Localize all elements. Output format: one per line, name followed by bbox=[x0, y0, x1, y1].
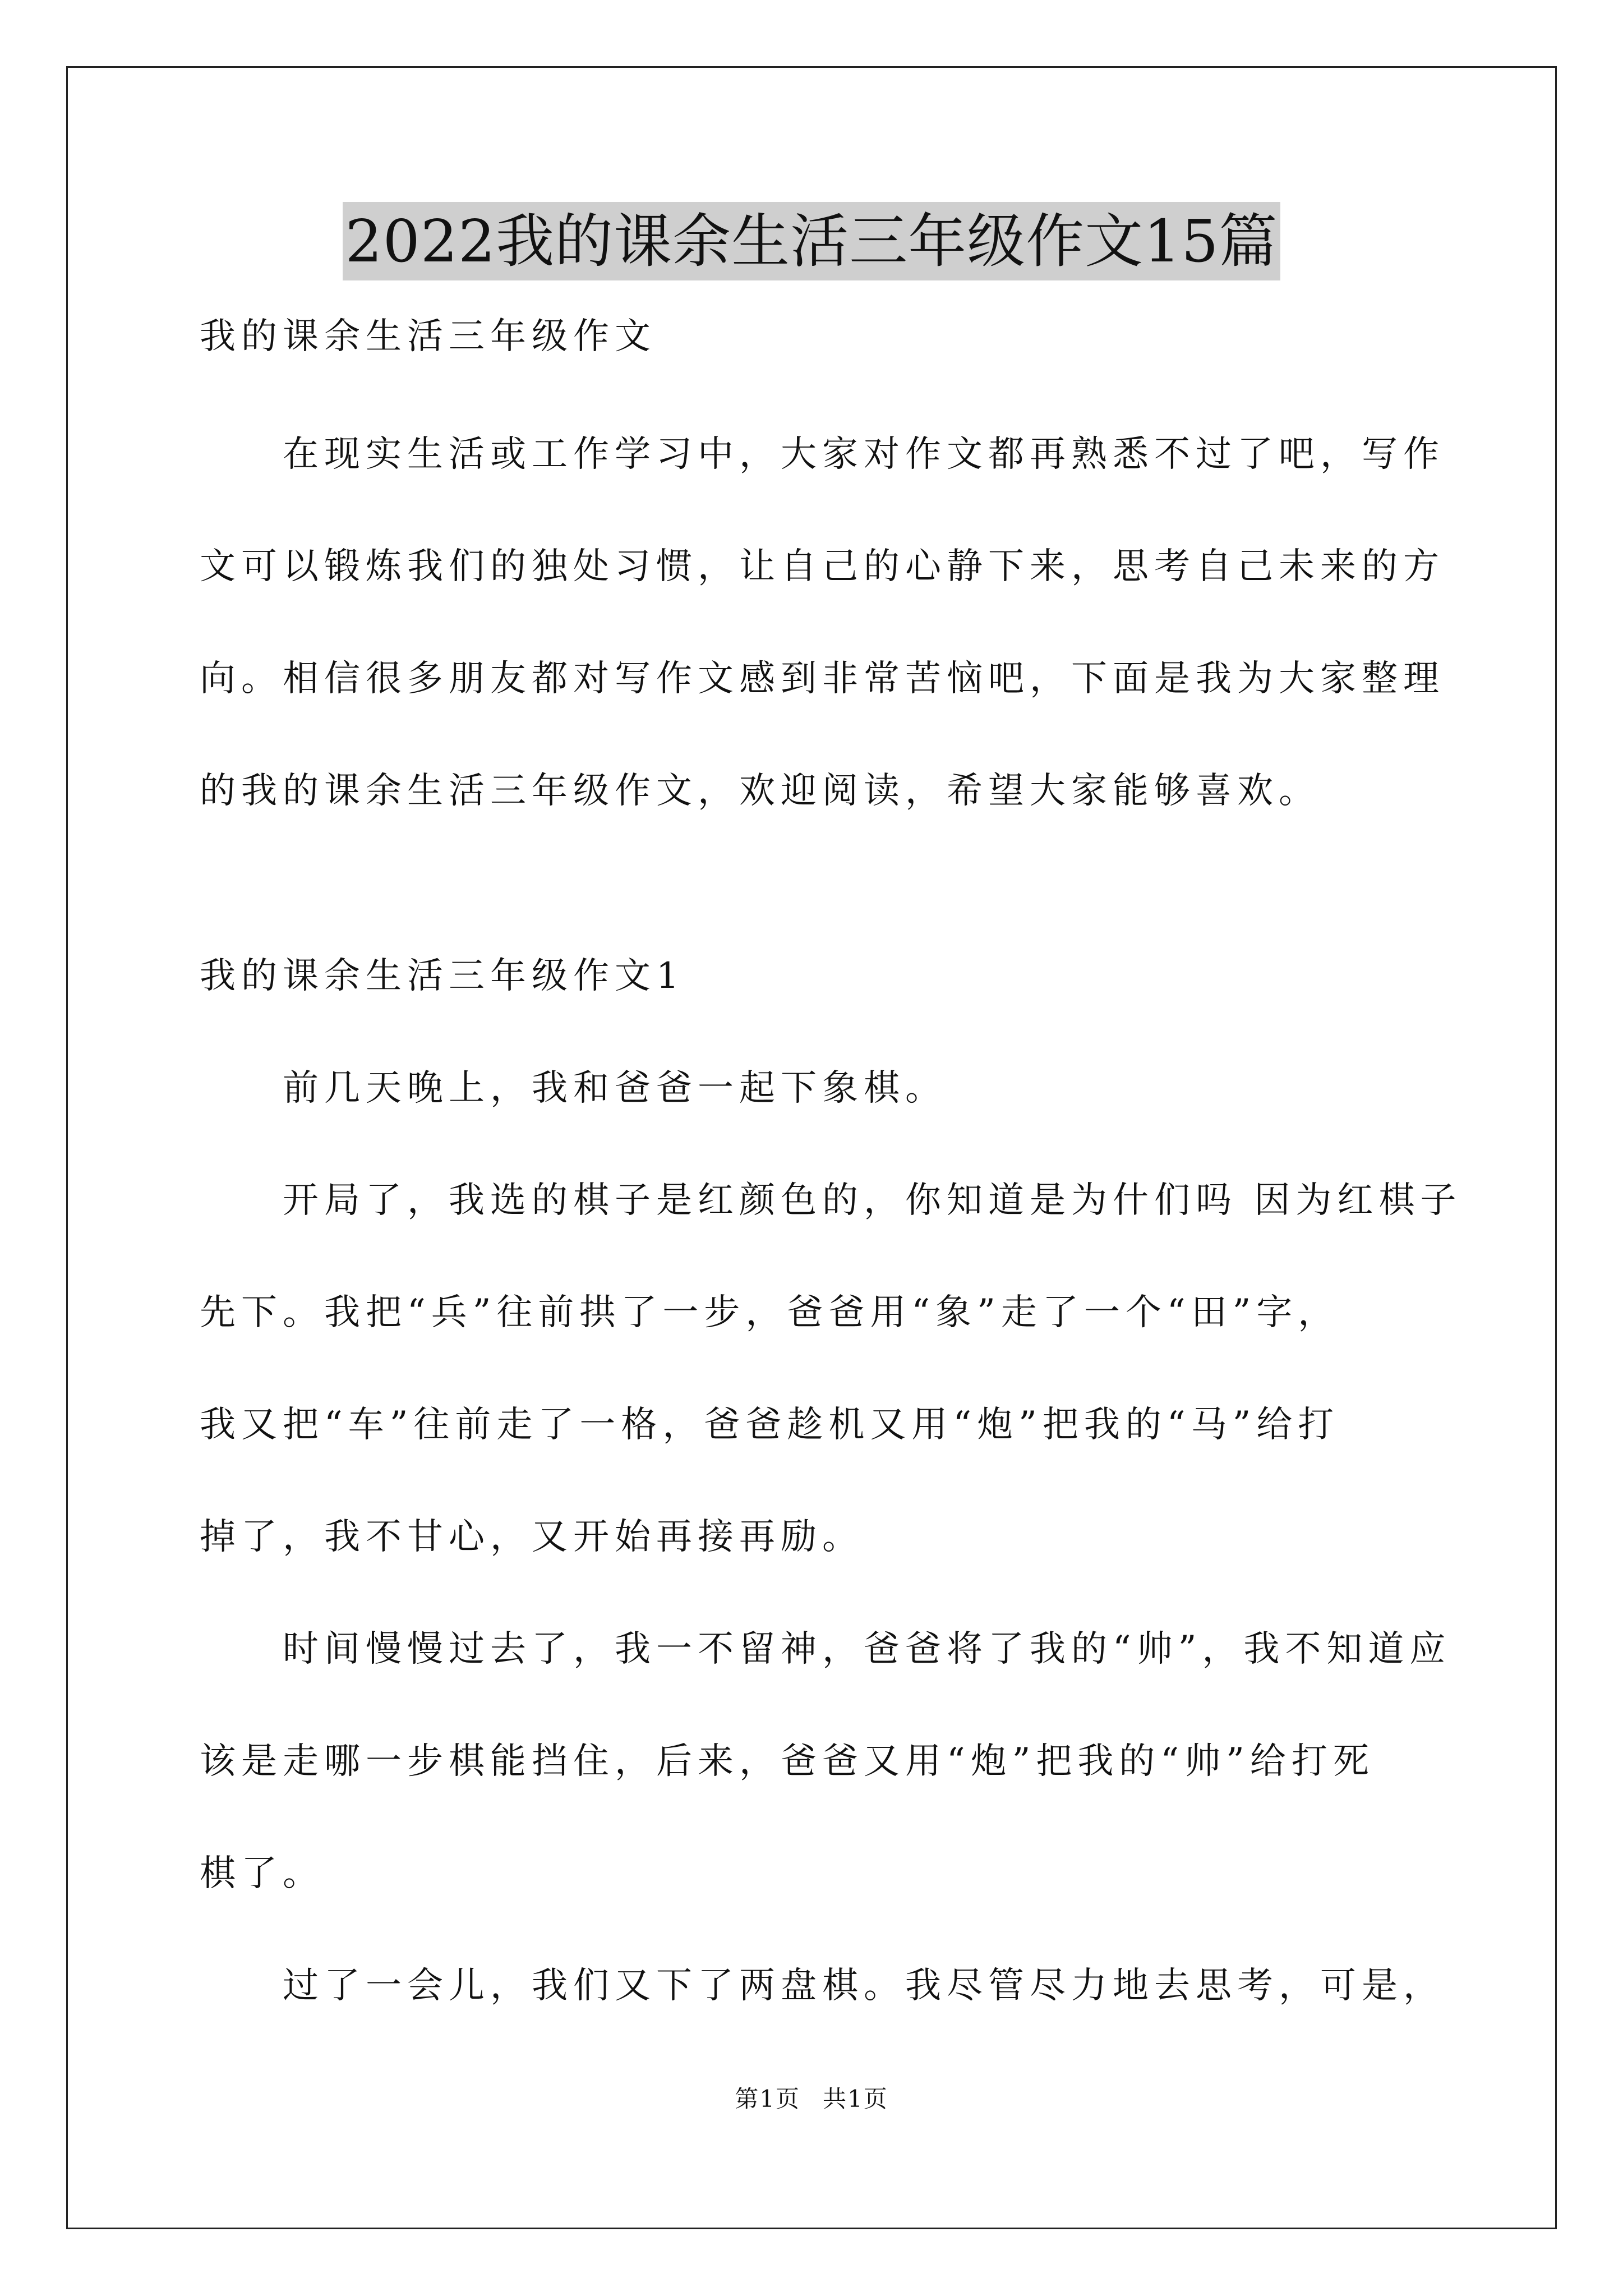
essay-heading: 我的课余生活三年级作文1 bbox=[200, 955, 685, 997]
title-container bbox=[0, 202, 1623, 280]
text-line: 掉了，我不甘心，又开始再接再励。 bbox=[200, 1516, 864, 1558]
text-line: 该是走哪一步棋能挡住，后来，爸爸又用“炮”把我的“帅”给打死 bbox=[200, 1741, 1375, 1782]
page-number-total: 共1页 bbox=[823, 2085, 888, 2113]
text-line: 向。相信很多朋友都对写作文感到非常苦恼吧，下面是我为大家整理 bbox=[200, 658, 1445, 700]
essay-paragraph bbox=[200, 1178, 1462, 1559]
document-body bbox=[200, 314, 1462, 2008]
essay-paragraph bbox=[200, 1627, 1451, 1896]
essay-paragraph bbox=[200, 1963, 1445, 2008]
text-line: 时间慢慢过去了，我一不留神，爸爸将了我的“帅”，我不知道应 bbox=[283, 1628, 1451, 1670]
intro-heading: 我的课余生活三年级作文 bbox=[200, 316, 656, 357]
text-line: 先下。我把“兵”往前拱了一步，爸爸用“象”走了一个“田”字， bbox=[200, 1292, 1340, 1333]
page-footer bbox=[0, 2082, 1623, 2116]
essay-paragraph bbox=[200, 1066, 1428, 1111]
text-line: 文可以锻炼我们的独处习惯，让自己的心静下来，思考自己未来的方 bbox=[200, 546, 1445, 587]
text-line: 前几天晚上，我和爸爸一起下象棋。 bbox=[283, 1068, 947, 1109]
text-line: 棋了。 bbox=[200, 1853, 324, 1894]
intro-paragraph bbox=[200, 432, 1445, 813]
text-line: 我又把“车”往前走了一格，爸爸趁机又用“炮”把我的“马”给打 bbox=[200, 1404, 1340, 1446]
page-number-current: 第1页 bbox=[735, 2085, 800, 2113]
text-line: 过了一会儿，我们又下了两盘棋。我尽管尽力地去思考，可是， bbox=[283, 1965, 1445, 2007]
document-title: 2022我的课余生活三年级作文15篇 bbox=[343, 202, 1280, 280]
text-line: 的我的课余生活三年级作文，欢迎阅读，希望大家能够喜欢。 bbox=[200, 770, 1320, 812]
text-line: 在现实生活或工作学习中，大家对作文都再熟悉不过了吧，写作 bbox=[283, 434, 1445, 475]
text-line: 开局了，我选的棋子是红颜色的，你知道是为什们吗 因为红棋子 bbox=[283, 1180, 1462, 1221]
